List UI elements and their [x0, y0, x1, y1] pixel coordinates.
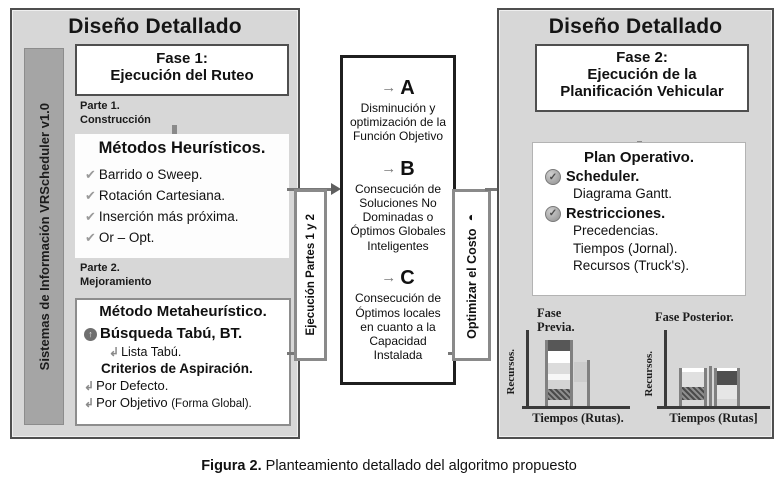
- restricciones-row: [533, 206, 745, 222]
- chart1-ylabel: Recursos.: [505, 349, 517, 395]
- metaheuristic-title: Método Metaheurístico.: [99, 303, 267, 320]
- bar-segment: [548, 380, 570, 389]
- lista-tabu-row: [77, 344, 289, 361]
- heuristics-title: Métodos Heurísticos.: [98, 139, 266, 157]
- bar-segment: [682, 372, 704, 387]
- optimizar-costo-text: Optimizar el Costo: [464, 225, 479, 339]
- heuristic-label: Inserción más próxima.: [98, 208, 239, 224]
- list-item: [85, 186, 289, 207]
- chart1-extra-line: [587, 360, 590, 406]
- fase1-subtitle: Ejecución del Ruteo: [110, 67, 254, 84]
- plan-operativo-box: [532, 142, 746, 296]
- hand-arrow-icon: ↲: [109, 344, 120, 359]
- right-arrow-icon: →: [381, 269, 397, 287]
- objective-letter: B: [400, 157, 415, 180]
- chart1-y-axis: [526, 330, 529, 408]
- check-icon: ✔: [85, 208, 96, 224]
- restriccion-item: Tiempos (Jornal).: [573, 240, 678, 256]
- objective-item: [347, 268, 449, 362]
- heuristic-label: Or – Opt.: [98, 229, 155, 245]
- parte2-label: [80, 262, 152, 290]
- ejecucion-partes-label: Ejecución Partes 1 y 2: [304, 214, 317, 336]
- chart1-title: [537, 307, 575, 335]
- parte2-line1: Parte 2.: [80, 262, 120, 274]
- bar-segment: [548, 363, 570, 374]
- objectives-box: [340, 55, 456, 385]
- ejecucion-partes-label-box: [294, 189, 327, 361]
- por-objetivo-row: [77, 395, 289, 412]
- list-item: [85, 228, 289, 249]
- chart1-side-block: [574, 362, 587, 382]
- heuristic-label: Barrido o Sweep.: [98, 167, 203, 182]
- objective-text: Consecución de Óptimos locales en cuanto a la Capacidad Instalada: [354, 291, 442, 363]
- por-defecto-row: [77, 378, 289, 395]
- metaheuristic-box: [75, 298, 291, 426]
- por-objetivo-label: Por Objetivo: [96, 394, 172, 410]
- circle-up-arrow-icon: ↑: [84, 328, 97, 341]
- bar-segment: [682, 387, 704, 400]
- por-defecto-label: Por Defecto.: [96, 377, 169, 393]
- parte1-label: [80, 100, 151, 128]
- hand-arrow-icon: ↲: [84, 378, 95, 393]
- chart2-y-axis: [664, 330, 667, 408]
- objective-item: [347, 159, 449, 253]
- objective-header: [347, 268, 449, 288]
- objective-text: Consecución de Soluciones No Dominadas o Óptimos Globales Inteligentes: [350, 181, 446, 253]
- vrscheduler-sidebar: [24, 48, 64, 425]
- chart2-x-axis: [657, 406, 770, 409]
- heuristic-label: Rotación Cartesiana.: [98, 187, 225, 203]
- check-icon: ✔: [85, 187, 96, 203]
- fase2-line3: Planificación Vehicular: [560, 83, 724, 100]
- circle-check-icon: ✓: [545, 169, 561, 185]
- heuristics-box: [75, 134, 289, 258]
- busqueda-tabu-row: [77, 324, 289, 344]
- caption-text: Planteamiento detallado del algoritmo propuesto: [261, 458, 577, 474]
- chart2-bar-group1: [679, 368, 707, 406]
- parte1-line1: Parte 1.: [80, 100, 120, 112]
- chart1-xlabel: Tiempos (Rutas).: [532, 411, 624, 425]
- scheduler-row: [533, 169, 745, 185]
- fase2-box: [535, 44, 749, 112]
- sidebar-label: Sistemas de Información VRScheduler v1.0: [36, 102, 52, 371]
- plan-operativo-title: Plan Operativo.: [583, 149, 695, 166]
- objective-letter: A: [400, 76, 415, 99]
- list-item: [85, 165, 289, 186]
- chart1-x-axis: [522, 406, 630, 409]
- criterios-label: Criterios de Aspiración.: [101, 361, 253, 377]
- left-design-panel: [10, 8, 300, 439]
- right-arrow-icon: →: [381, 78, 397, 96]
- restriccion-item: Precedencias.: [573, 222, 659, 238]
- por-objetivo-note: (Forma Global).: [171, 397, 252, 410]
- chart1-title-line2: Previa.: [537, 319, 575, 334]
- check-icon: ✔: [85, 229, 96, 245]
- chart1-ylabel-wrap: [505, 340, 517, 404]
- right-design-panel: [497, 8, 774, 439]
- restricciones-label: Restricciones.: [566, 205, 666, 222]
- chart1-title-line1: Fase: [537, 306, 562, 320]
- check-icon: ✔: [85, 167, 96, 182]
- scheduler-label: Scheduler.: [566, 169, 640, 185]
- fase2-title: Fase 2:: [616, 49, 668, 66]
- chart2-divider-line: [709, 366, 712, 406]
- objective-item: [347, 78, 449, 143]
- gantt-label: Diagrama Gantt.: [573, 186, 673, 201]
- circle-check-icon: ✓: [545, 206, 561, 222]
- bar-segment: [548, 389, 570, 400]
- parte1-line2: Construcción: [80, 113, 151, 126]
- optimizar-costo-label: [465, 211, 479, 339]
- chart2-bar-group2: [714, 368, 740, 406]
- right-panel-title: Diseño Detallado: [548, 15, 723, 38]
- fase1-box: [75, 44, 289, 96]
- parte2-line2: Mejoramiento: [80, 275, 152, 288]
- objective-header: [347, 78, 449, 98]
- figure-caption: [0, 458, 778, 474]
- bar-segment: [717, 385, 737, 399]
- bar-segment: [548, 340, 570, 351]
- half-circle-icon: ◑: [464, 211, 479, 226]
- objective-letter: C: [400, 267, 415, 290]
- list-item: [85, 207, 289, 228]
- chart2-xlabel: Tiempos (Rutas]: [669, 411, 758, 425]
- objective-header: [347, 159, 449, 179]
- fase2-line2: Ejecución de la: [587, 66, 697, 83]
- left-panel-title: Diseño Detallado: [68, 15, 242, 38]
- chart2-ylabel: Recursos.: [643, 351, 655, 397]
- chart1-bar: [545, 340, 573, 406]
- chart2-ylabel-wrap: [643, 342, 655, 406]
- bar-segment: [717, 371, 737, 385]
- bar-segment: [548, 351, 570, 363]
- restriccion-item: Recursos (Truck's).: [573, 258, 690, 274]
- optimizar-costo-label-box: [452, 189, 491, 361]
- objective-text: Disminución y optimización de la Función Objetivo: [349, 100, 447, 144]
- caption-label: Figura 2.: [201, 458, 262, 474]
- fase1-title: Fase 1:: [156, 50, 208, 67]
- chart2-title: Fase Posterior.: [655, 310, 734, 324]
- lista-tabu-label: Lista Tabú.: [121, 344, 182, 359]
- hand-arrow-icon: ↲: [84, 395, 95, 410]
- right-arrow-icon: →: [381, 159, 397, 177]
- busqueda-tabu-label: Búsqueda Tabú, BT.: [100, 325, 243, 342]
